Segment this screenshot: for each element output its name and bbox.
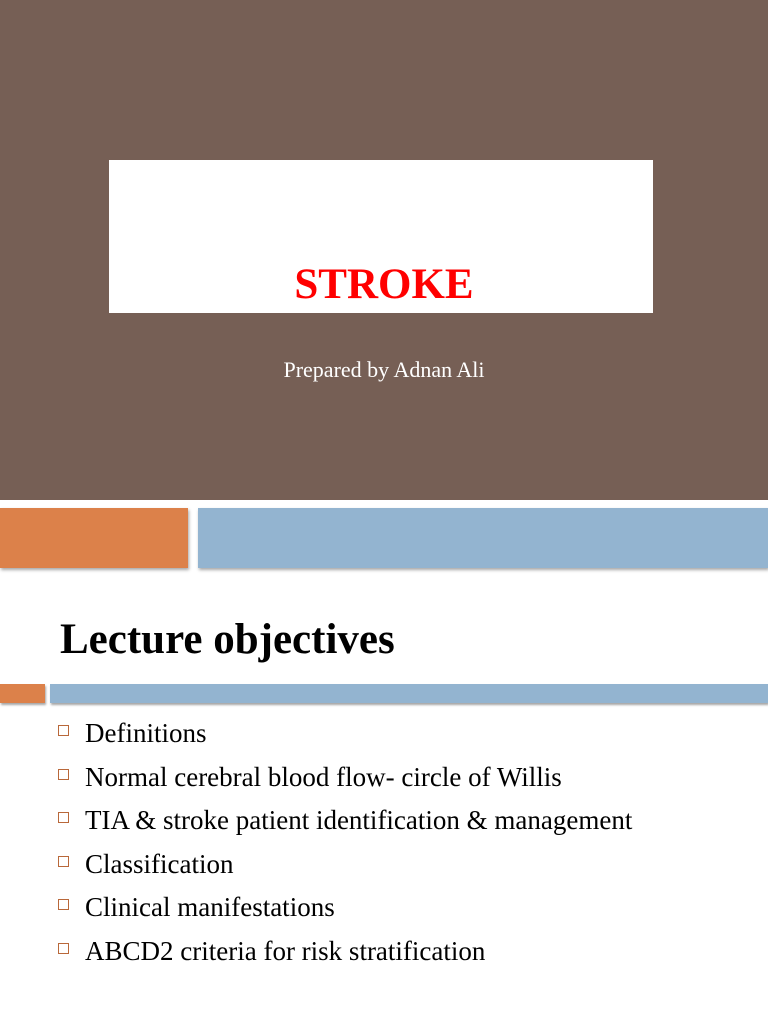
- list-item-label: Definitions: [85, 718, 207, 749]
- list-item-label: Clinical manifestations: [85, 892, 335, 923]
- square-bullet-icon: [58, 769, 69, 780]
- list-item: [58, 756, 758, 800]
- title-slide: [0, 0, 768, 500]
- list-item: [58, 712, 758, 756]
- orange-divider-bar: [0, 684, 45, 703]
- square-bullet-icon: [58, 899, 69, 910]
- objectives-list: [58, 712, 758, 973]
- orange-accent-bar: [0, 508, 188, 568]
- blue-divider-bar: [50, 684, 768, 703]
- square-bullet-icon: [58, 725, 69, 736]
- list-item-label: Normal cerebral blood flow- circle of Willis: [85, 761, 562, 792]
- list-item-label: Classification: [85, 848, 234, 879]
- list-item: [58, 799, 758, 843]
- list-item: [58, 886, 758, 930]
- slide-subtitle: Prepared by Adnan Ali: [283, 357, 485, 382]
- list-item: [58, 843, 758, 887]
- list-item-label: TIA & stroke patient identification & management: [85, 805, 633, 836]
- square-bullet-icon: [58, 812, 69, 823]
- list-item: [58, 930, 758, 974]
- slide-heading: Lecture objectives: [60, 616, 395, 663]
- list-item-label: ABCD2 criteria for risk stratification: [85, 935, 486, 966]
- slide-title: STROKE: [294, 261, 474, 308]
- blue-accent-bar: [198, 508, 768, 568]
- square-bullet-icon: [58, 943, 69, 954]
- square-bullet-icon: [58, 856, 69, 867]
